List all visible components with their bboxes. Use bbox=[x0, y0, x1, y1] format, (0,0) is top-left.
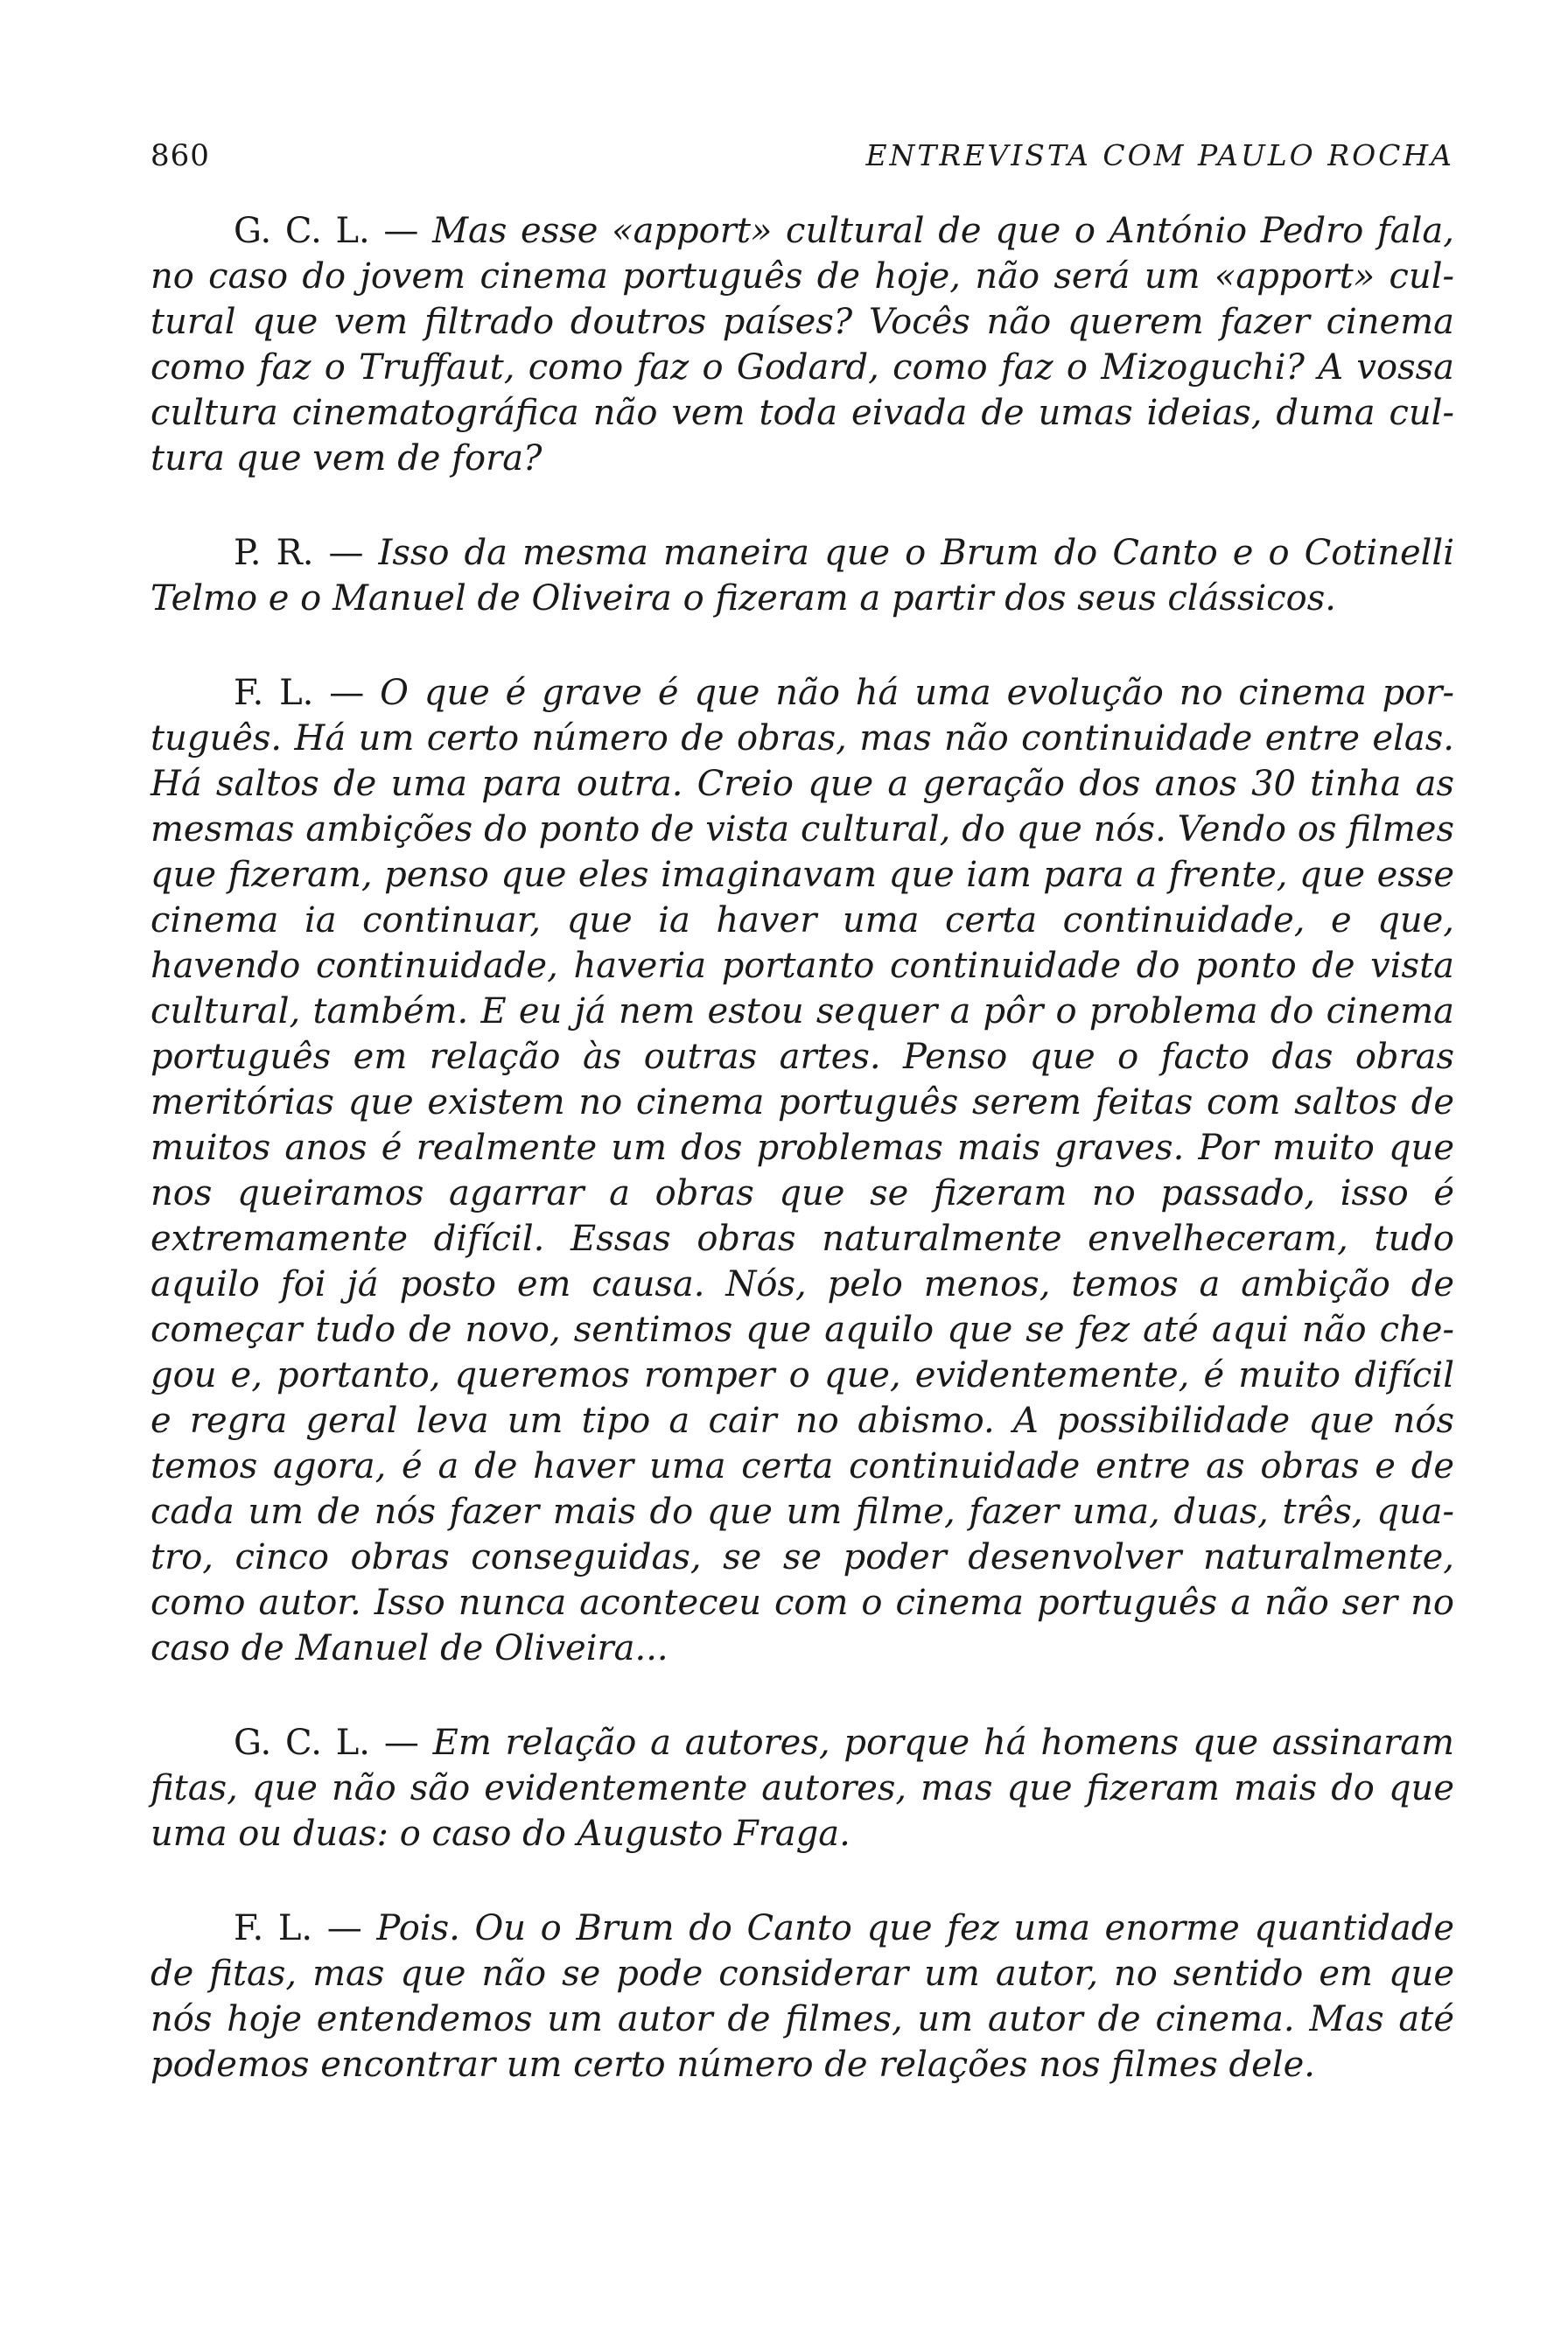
speaker-initials: F. L. bbox=[234, 1908, 313, 1948]
speech-text: O que é grave é que não há uma evolução no cinema português. Há um certo número de obras, mas não continuidade entre elas. Há saltos de uma para outra. Creio que a geração dos anos 30 tinha as mesmas ambições do ponto de vista cultural, do que nós. Vendo os filmes que fizeram, penso que eles imaginavam que iam para a frente, que esse cinema ia continuar, que ia haver uma certa continuidade, e que, havendo continuidade, haveria portanto continuidade do ponto de vista cultural, também. E eu já nem estou sequer a pôr o problema do cinema português em relação às outras artes. Penso que o facto das obras meritórias que existem no cinema português serem feitas com saltos de muitos anos é realmente um dos problemas mais graves. Por muito que nos queiramos agarrar a obras que se fizeram no passado, isso é extremamente difícil. Essas obras naturalmente envelheceram, tudo aquilo foi já posto em causa. Nós, pelo menos, temos a ambição de começar tudo de novo, sentimos que aquilo que se fez até aqui não chegou e, portanto, queremos romper o que, evidentemente, é muito difícil e regra geral leva um tipo a cair no abismo. A possibilidade que nós temos agora, é a de haver uma certa continuidade entre as obras e de cada um de nós fazer mais do que um filme, fazer uma, duas, três, quatro, cinco obras conseguidas, se se poder desenvolver naturalmente, como autor. Isso nunca aconteceu com o cinema português a não ser no caso de Manuel de Oliveira... bbox=[150, 673, 1454, 1668]
interview-paragraph bbox=[150, 1906, 1454, 2088]
em-dash: — bbox=[312, 1908, 377, 1948]
speaker-initials: P. R. bbox=[234, 533, 314, 573]
interview-body bbox=[150, 208, 1454, 2088]
interview-paragraph bbox=[150, 670, 1454, 1671]
speech-text: Em relação a autores, porque há homens que assinaram fitas, que não são evidentemente autores, mas que fizeram mais do que uma ou duas: o caso do Augusto Fraga. bbox=[150, 1723, 1454, 1854]
speaker-initials: G. C. L. bbox=[234, 211, 370, 251]
speech-text: Isso da mesma maneira que o Brum do Canto e o Cotinelli Telmo e o Manuel de Oliveira o fizeram a partir dos seus clássicos. bbox=[150, 533, 1454, 619]
running-header bbox=[150, 138, 1454, 180]
em-dash: — bbox=[313, 673, 381, 713]
em-dash: — bbox=[370, 1723, 433, 1763]
em-dash: — bbox=[313, 533, 379, 573]
em-dash: — bbox=[369, 211, 433, 251]
interview-paragraph bbox=[150, 530, 1454, 621]
running-title: ENTREVISTA COM PAULO ROCHA bbox=[865, 138, 1454, 172]
speaker-initials: G. C. L. bbox=[234, 1723, 371, 1763]
speech-text: Mas esse «apport» cultural de que o António Pedro fala, no caso do jovem cinema português de hoje, não será um «apport» cultural que vem filtrado doutros países? Vocês não querem fazer cinema como faz o Truffaut, como faz o Godard, como faz o Mizoguchi? A vossa cultura cinematográfica não vem toda eivada de umas ideias, duma cultura que vem de fora? bbox=[150, 211, 1454, 479]
interview-paragraph bbox=[150, 1720, 1454, 1857]
interview-paragraph bbox=[150, 208, 1454, 481]
speaker-initials: F. L. bbox=[234, 673, 314, 713]
speech-text: Pois. Ou o Brum do Canto que fez uma enorme quantidade de fitas, mas que não se pode considerar um autor, no sentido em que nós hoje entendemos um autor de filmes, um autor de cinema. Mas até podemos encontrar um certo número de relações nos filmes dele. bbox=[150, 1908, 1454, 2085]
page-number: 860 bbox=[150, 138, 210, 173]
